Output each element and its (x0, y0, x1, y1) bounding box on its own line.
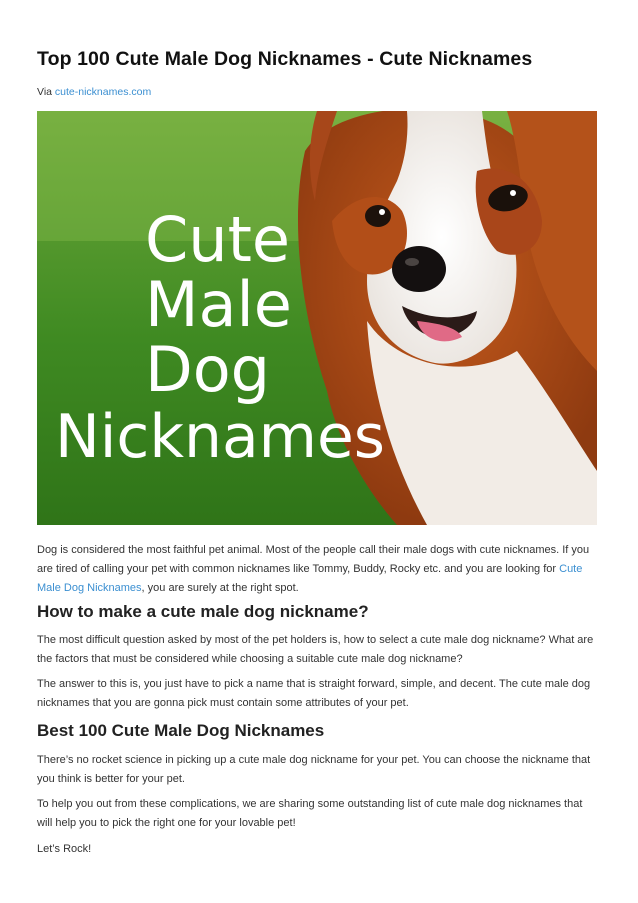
section2-paragraph-2: To help you out from these complications, we are sharing some outstanding list of cute male dog nicknames that will help you to pick the right one for your lovable pet! (37, 798, 583, 829)
hero-text-line2: Male (145, 268, 292, 341)
hero-text-line4: Nicknames (55, 402, 385, 472)
source-link[interactable]: cute-nicknames.com (54, 86, 152, 98)
article-title: Top 100 Cute Male Dog Nicknames - Cute Nicknames (37, 48, 533, 70)
source-line (37, 86, 151, 98)
section2-heading: Best 100 Cute Male Dog Nicknames (37, 721, 325, 740)
hero-image (37, 111, 597, 525)
via-label: Via (37, 86, 52, 98)
intro-tail: , you are surely at the right spot. (141, 582, 299, 594)
section1-paragraph-1: The most difficult question asked by most of the pet holders is, how to select a cute male dog nickname? What are the factors that must be considered while choosing a suitable cute male dog nickname? (37, 634, 594, 665)
section2-paragraph-1: There’s no rocket science in picking up a cute male dog nickname for your pet. You can choose the nickname that you think is better for your pet. (37, 754, 591, 785)
section1-paragraph-2: The answer to this is, you just have to pick a name that is straight forward, simple, and decent. The cute male dog nicknames that you are gonna pick must contain some attributes of your pet. (37, 678, 591, 709)
section2-paragraph-3: Let’s Rock! (37, 843, 92, 855)
intro-paragraph (37, 541, 597, 598)
hero-text-line1: Cute (145, 203, 291, 276)
section1-heading: How to make a cute male dog nickname? (37, 602, 369, 621)
intro-link[interactable]: Cute Male Dog Nicknames (37, 563, 583, 594)
hero-text-line3: Dog (145, 333, 271, 406)
intro-text: Dog is considered the most faithful pet animal. Most of the people call their male dogs with cute nicknames. If you are tired of calling your pet with common nicknames like Tommy, Buddy, Rocky etc. and you are looking for (37, 544, 590, 575)
